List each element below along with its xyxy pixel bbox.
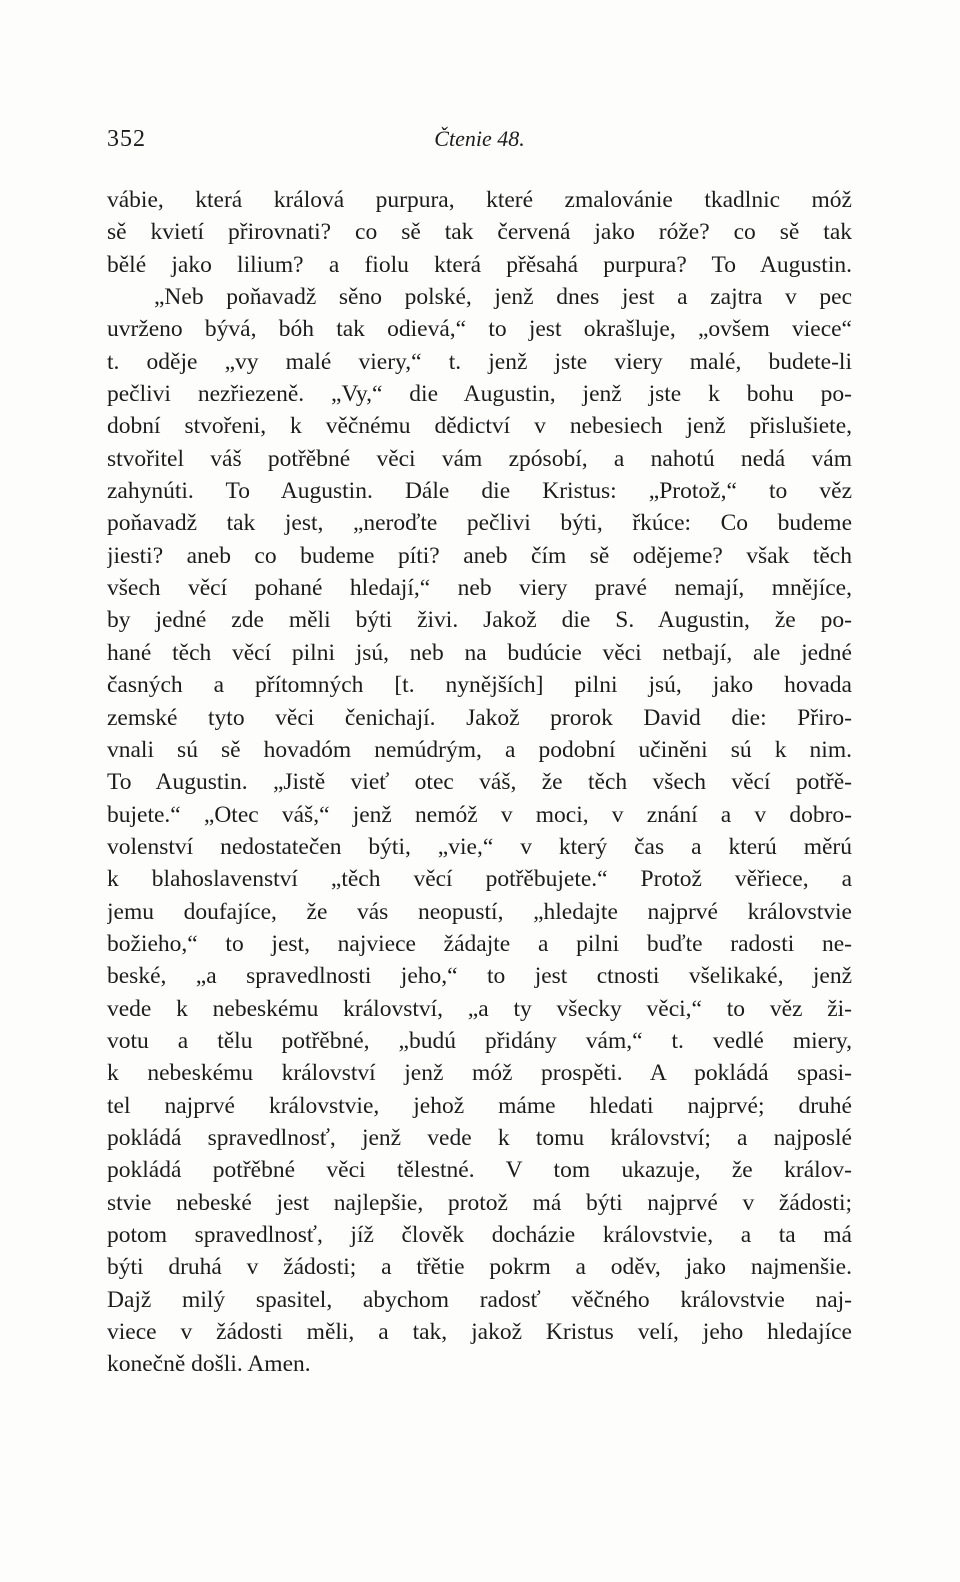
text-line: dobní stvořeni, k věčnému dědictví v nebesiech jenž přislušiete,	[107, 413, 852, 440]
running-head	[107, 126, 852, 154]
text-line: beské, „a spravedlnosti jeho,“ to jest ctnosti všelikaké, jenž	[107, 963, 852, 990]
text-line: jiesti? aneb co budeme píti? aneb čím sě odějeme? však těch	[107, 542, 852, 569]
text-line: všech věcí pohané hledají,“ neb viery pravé nemají, mnějíce,	[107, 575, 852, 602]
text-line: bělé jako lilium? a fiolu která přěsahá purpura? To Augustin.	[107, 251, 852, 278]
text-line: bujete.“ „Otec váš,“ jenž nemóž v moci, v znání a v dobro-	[107, 801, 852, 828]
text-line: zahynúti. To Augustin. Dále die Kristus: „Protož,“ to věz	[107, 478, 852, 505]
text-line: vnali sú sě hovadóm nemúdrým, a podobní učiněni sú k nim.	[107, 736, 852, 763]
text-line: votu a tělu potřěbné, „budú přidány vám,“ t. vedlé miery,	[107, 1027, 852, 1054]
text-line-final: konečně došli. Amen.	[107, 1351, 311, 1378]
text-line: tel najprvé královstvie, jehož máme hledati najprvé; druhé	[107, 1092, 852, 1119]
text-line: t. oděje „vy malé viery,“ t. jenž jste viery malé, budete-li	[107, 348, 852, 375]
text-line: časných a přítomných [t. nynějších] pilni jsú, jako hovada	[107, 672, 852, 699]
text-line: To Augustin. „Jistě vieť otec váš, že těch všech věcí potřě-	[107, 769, 852, 796]
text-line: viece v žádosti měli, a tak, jakož Kristus velí, jeho hledajíce	[107, 1319, 852, 1346]
text-line: pečlivi nezřiezeně. „Vy,“ die Augustin, jenž jste k bohu po-	[107, 381, 852, 408]
text-line: Dajž milý spasitel, abychom radosť věčného královstvie naj-	[107, 1286, 852, 1313]
text-line: zemské tyto věci čenichají. Jakož prorok David die: Přiro-	[107, 704, 852, 731]
text-line: stvie nebeské jest najlepšie, protož má býti najprvé v žádosti;	[107, 1189, 852, 1216]
text-line: jemu doufajíce, že vás neopustí, „hledajte najprvé královstvie	[107, 898, 852, 925]
text-line: vede k nebeskému království, „a ty všecky věci,“ to věz ži-	[107, 995, 852, 1022]
text-line: poňavadž tak jest, „neroďte pečlivi býti, řkúce: Co budeme	[107, 510, 852, 537]
text-line: božieho,“ to jest, najviece žádajte a pilni buďte radosti ne-	[107, 930, 852, 957]
text-line: k blahoslavenství „těch věcí potřěbujete.“ Protož věřiece, a	[107, 866, 852, 893]
text-line: býti druhá v žádosti; a třětie pokrm a oděv, jako najmenšie.	[107, 1254, 852, 1281]
text-line: uvrženo bývá, bóh tak odievá,“ to jest okrašluje, „ovšem viece“	[107, 316, 852, 343]
text-line: pokládá spravedlnosť, jenž vede k tomu království; a najposlé	[107, 1124, 852, 1151]
text-line: potom spravedlnosť, jíž člověk docházie královstvie, a ta má	[107, 1222, 852, 1248]
text-line: by jedné zde měli býti živi. Jakož die S. Augustin, že po-	[107, 607, 852, 634]
text-line: „Neb poňavadž sěno polské, jenž dnes jest a zajtra v pec	[154, 284, 852, 311]
running-title: Čtenie 48.	[434, 126, 525, 151]
body-text	[107, 184, 852, 1381]
text-line: volenství nedostatečen býti, „vie,“ v který čas a kterú měrú	[107, 833, 852, 860]
text-line: pokládá potřěbné věci tělestné. V tom ukazuje, že králov-	[107, 1157, 852, 1184]
text-line: k nebeskému království jenž móž prospěti. A pokládá spasi-	[107, 1060, 852, 1087]
text-line: stvořitel váš potřěbné věci vám zpósobí, a nahotú nedá vám	[107, 445, 852, 472]
page-number: 352	[107, 126, 146, 152]
text-line: vábie, která králová purpura, které zmalovánie tkadlnic móž	[107, 187, 852, 213]
text-line: hané těch věcí pilni jsú, neb na budúcie věci netbají, ale jedné	[107, 639, 852, 666]
text-line: sě kvietí přirovnati? co sě tak červená jako róže? co sě tak	[107, 219, 852, 246]
